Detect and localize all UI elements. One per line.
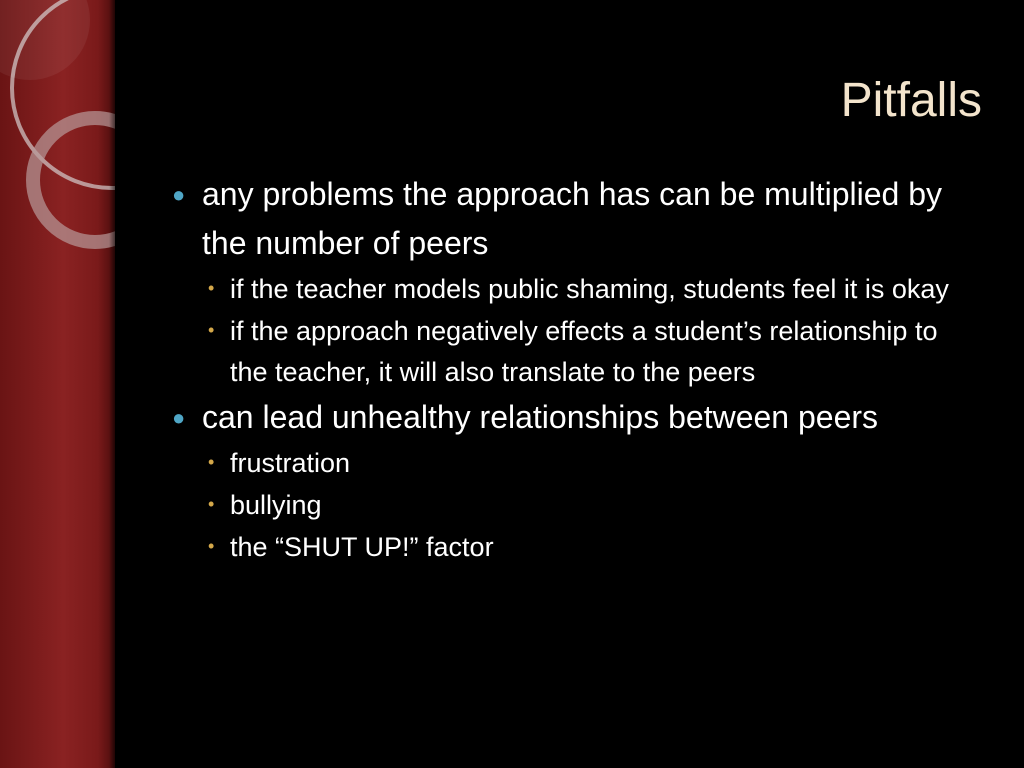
sub-bullet-item — [172, 484, 982, 526]
decorative-side-band — [0, 0, 115, 768]
bullet-dot-icon: ● — [172, 405, 186, 430]
sub-bullet-dot-icon: • — [208, 320, 215, 340]
sub-bullet-text: bullying — [230, 490, 322, 520]
sub-bullet-item — [172, 310, 982, 393]
sub-bullet-text: frustration — [230, 448, 351, 478]
side-band-shadow — [109, 0, 115, 768]
sub-bullet-dot-icon: • — [208, 278, 215, 298]
slide-content — [172, 170, 982, 568]
bullet-item — [172, 393, 982, 442]
sub-bullet-text: if the teacher models public shaming, students feel it is okay — [230, 274, 949, 304]
bullet-item — [172, 170, 982, 268]
sub-bullet-item — [172, 526, 982, 568]
slide-title: Pitfalls — [840, 74, 982, 127]
sub-bullet-text: if the approach negatively effects a student’s relationship to the teacher, it will also translate to the peers — [230, 316, 938, 387]
bullet-text: any problems the approach has can be multiplied by the number of peers — [202, 176, 942, 261]
bullet-dot-icon: ● — [172, 182, 186, 207]
sub-bullet-dot-icon: • — [208, 494, 215, 514]
bullet-text: can lead unhealthy relationships between peers — [202, 399, 879, 435]
sub-bullet-item — [172, 268, 982, 310]
sub-bullet-dot-icon: • — [208, 452, 215, 472]
decorative-circles — [0, 0, 115, 768]
sub-bullet-item — [172, 442, 982, 484]
sub-bullet-text: the “SHUT UP!” factor — [230, 532, 494, 562]
sub-bullet-dot-icon: • — [208, 536, 215, 556]
